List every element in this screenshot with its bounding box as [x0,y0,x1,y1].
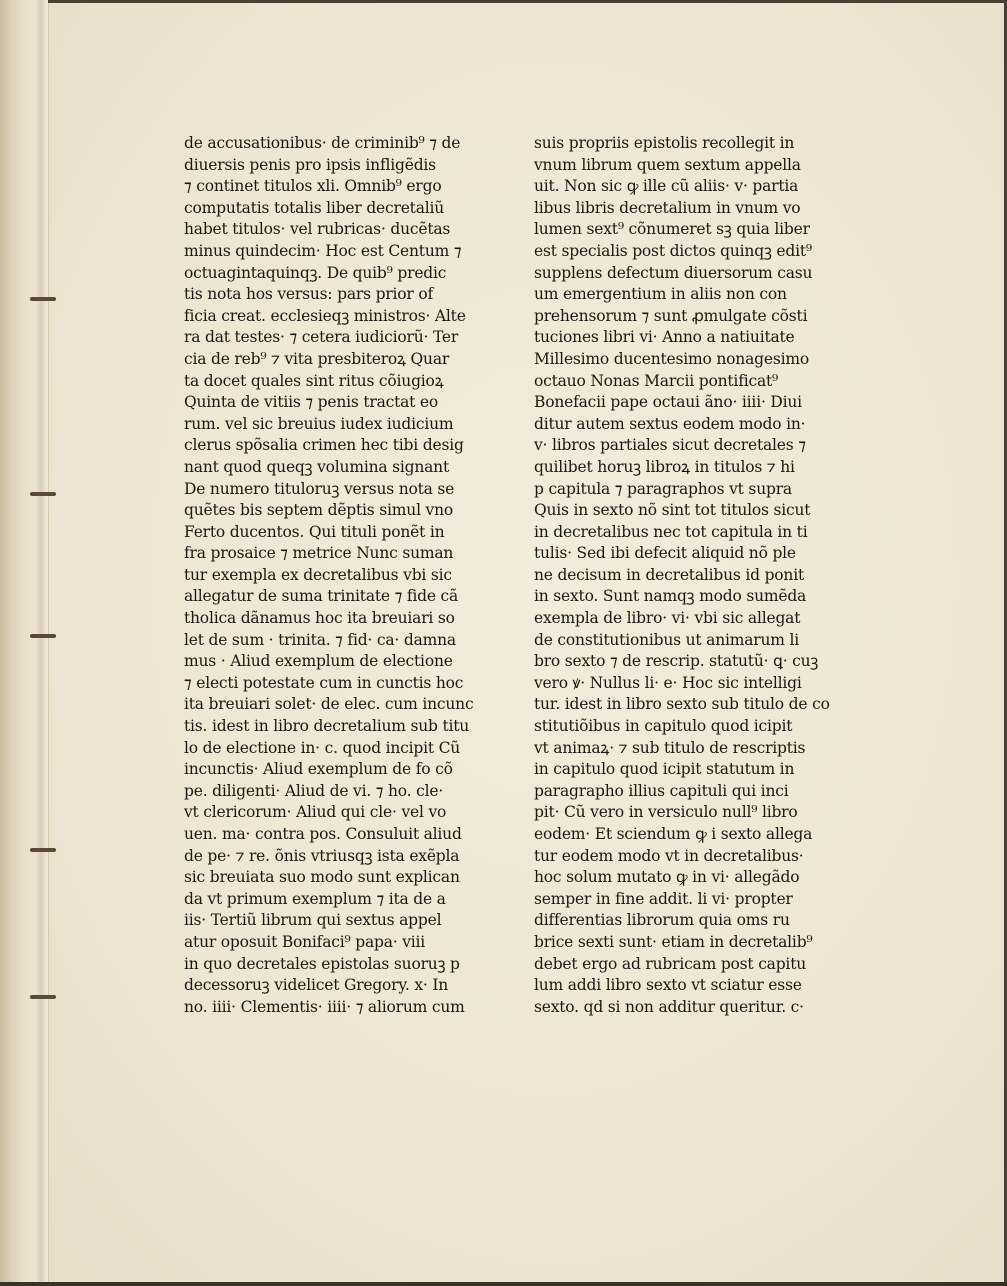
text-line: in sexto. Sunt namqꝫ modo sumẽda [534,587,807,606]
text-line: debet ergo ad rubricam post capitu [534,954,807,973]
text-line: quẽtes bis septem dẽptis simul vno [184,501,454,520]
text-line: ficia creat. ecclesieqꝫ ministros· Alte [184,306,466,325]
text-line: tis. idest in libro decretalium sub titu [184,717,470,736]
right-text-column [534,133,834,1018]
text-line: ta docet quales sint ritus cõiugioꝝ [184,371,444,390]
text-line: sic breuiata suo modo sunt explican [184,868,460,887]
text-line: incunctis· Aliud exemplum de fo cõ [184,760,453,779]
text-line: de pe· ⁊ re. õnis vtriusqꝫ ista exẽpla [184,846,460,865]
text-line: hoc solum mutato ꝙ in vi· allegãdo [534,868,800,887]
text-line: let de sum · trinita. ⁊ fid· ca· damna [184,630,456,649]
text-line: p capitula ⁊ paragraphos vt supra [534,479,792,498]
text-line: ita breuiari solet· de elec. cum incunc [184,695,474,714]
binding-stitch [30,297,56,301]
text-line: tulis· Sed ibi defecit aliquid nõ ple [534,544,796,563]
text-line: lumen sext⁹ cõnumeret sꝫ quia liber [534,220,810,239]
text-line: da vt primum exemplum ⁊ ita de a [184,889,446,908]
text-line: decessoruꝫ videlicet Gregory. x· In [184,976,449,995]
page-bottom-edge [0,1282,1007,1286]
text-line: est specialis post dictos quinqꝫ edit⁹ [534,241,812,260]
binding-stitch [30,492,56,496]
text-line: in quo decretales epistolas suoruꝫ p [184,954,460,973]
text-line: eodem· Et sciendum ꝙ i sexto allega [534,825,813,843]
text-line: differentias librorum quia oms ru [534,911,790,930]
text-line: no. iiii· Clementis· iiii· ⁊ aliorum cum [184,997,465,1016]
text-line: vero ꝟ· Nullus li· e· Hoc sic intelligi [534,673,802,692]
text-line: vnum librum quem sextum appella [534,155,801,174]
text-line: bro sexto ⁊ de rescrip. statutũ· ꝗ· cuꝫ [534,652,819,671]
text-line: tur. idest in libro sexto sub titulo de co [534,695,830,714]
text-line: iis· Tertiũ librum qui sextus appel [184,911,442,930]
binding-shadow [36,0,46,1286]
text-line: Quinta de vitiis ⁊ penis tractat eo [184,393,439,412]
text-line: vt animaꝝ· ⁊ sub titulo de rescriptis [534,738,806,757]
text-line: pe. diligenti· Aliud de vi. ⁊ ho. cle· [184,781,444,800]
text-line: octuagintaquinqꝫ. De quib⁹ predic [184,263,447,282]
text-line: tholica dãnamus hoc ita breuiari so [184,609,455,628]
text-line: clerus spõsalia crimen hec tibi desig [184,436,464,455]
text-line: vt clericorum· Aliud qui cle· vel vo [184,803,447,822]
text-line: stitutiõibus in capitulo quod icipit [534,717,793,736]
text-line: ⁊ electi potestate cum in cunctis hoc [184,673,464,692]
text-line: tur exempla ex decretalibus vbi sic [184,565,452,584]
text-line: de accusationibus· de criminib⁹ ⁊ de [184,134,461,152]
binding-stitch [30,634,56,638]
text-line: cia de reb⁹ ⁊ vita presbiteroꝝ Quar [184,349,450,368]
text-line: tuciones libri vi· Anno a natiuitate [534,328,795,347]
text-line: ne decisum in decretalibus id ponit [534,565,805,584]
text-line: uit. Non sic ꝙ ille cũ aliis· v· partia [534,177,799,196]
text-line: in capitulo quod icipit statutum in [534,760,795,779]
text-line: paragrapho illius capituli qui inci [534,781,789,800]
text-line: de constitutionibus ut animarum li [534,630,800,649]
text-line: lum addi libro sexto vt sciatur esse [534,976,802,995]
text-line: quilibet horuꝫ libroꝝ in titulos ⁊ hi [534,457,795,476]
page-top-edge [48,0,1007,3]
text-line: diuersis penis pro ipsis infligẽdis [184,155,436,174]
text-line: mus · Aliud exemplum de electione [184,652,453,671]
binding-gutter [0,0,49,1286]
text-line: rum. vel sic breuius iudex iudicium [184,414,454,433]
text-line: De numero tituloruꝫ versus nota se [184,479,455,498]
text-line: habet titulos· vel rubricas· ducẽtas [184,220,451,239]
left-text-column [184,133,484,1018]
text-line: um emergentium in aliis non con [534,285,787,304]
text-line: Quis in sexto nõ sint tot titulos sicut [534,501,811,520]
text-line: nant quod queqꝫ volumina signant [184,457,449,476]
text-line: octauo Nonas Marcii pontificat⁹ [534,371,779,390]
text-line: v· libros partiales sicut decretales ⁊ [534,436,806,455]
text-line: prehensorum ⁊ sunt ꝓmulgate cõsti [534,306,808,325]
text-line: libus libris decretalium in vnum vo [534,198,801,217]
text-line: in decretalibus nec tot capitula in ti [534,522,808,541]
text-line: tis nota hos versus: pars prior of [184,285,434,304]
text-line: minus quindecim· Hoc est Centum ⁊ [184,241,462,260]
text-line: ra dat testes· ⁊ cetera iudiciorũ· Ter [184,328,459,347]
text-line: suis propriis epistolis recollegit in [534,134,795,152]
text-line: supplens defectum diuersorum casu [534,263,813,282]
text-line: allegatur de suma trinitate ⁊ fide cã [184,587,459,606]
binding-stitch [30,995,56,999]
text-line: brice sexti sunt· etiam in decretalib⁹ [534,932,813,951]
text-line: exempla de libro· vi· vbi sic allegat [534,609,801,628]
text-line: atur oposuit Bonifaci⁹ papa· viii [184,932,426,951]
text-line: tur eodem modo vt in decretalibus· [534,846,804,865]
text-line: uen. ma· contra pos. Consuluit aliud [184,825,462,843]
text-line: lo de electione in· c. quod incipit Cũ [184,738,461,757]
binding-stitch [30,848,56,852]
text-line: ⁊ continet titulos xli. Omnib⁹ ergo [184,177,442,196]
text-line: pit· Cũ vero in versiculo null⁹ libro [534,803,798,822]
text-line: sexto. qd si non additur queritur. c· [534,997,804,1016]
text-line: Millesimo ducentesimo nonagesimo [534,349,809,368]
text-line: fra prosaice ⁊ metrice Nunc suman [184,544,454,563]
text-line: computatis totalis liber decretaliũ [184,198,445,217]
text-line: Ferto ducentos. Qui tituli ponẽt in [184,522,445,541]
text-line: Bonefacii pape octaui ãno· iiii· Diui [534,393,802,412]
text-line: ditur autem sextus eodem modo in· [534,414,806,433]
text-line: semper in fine addit. li vi· propter [534,889,793,908]
